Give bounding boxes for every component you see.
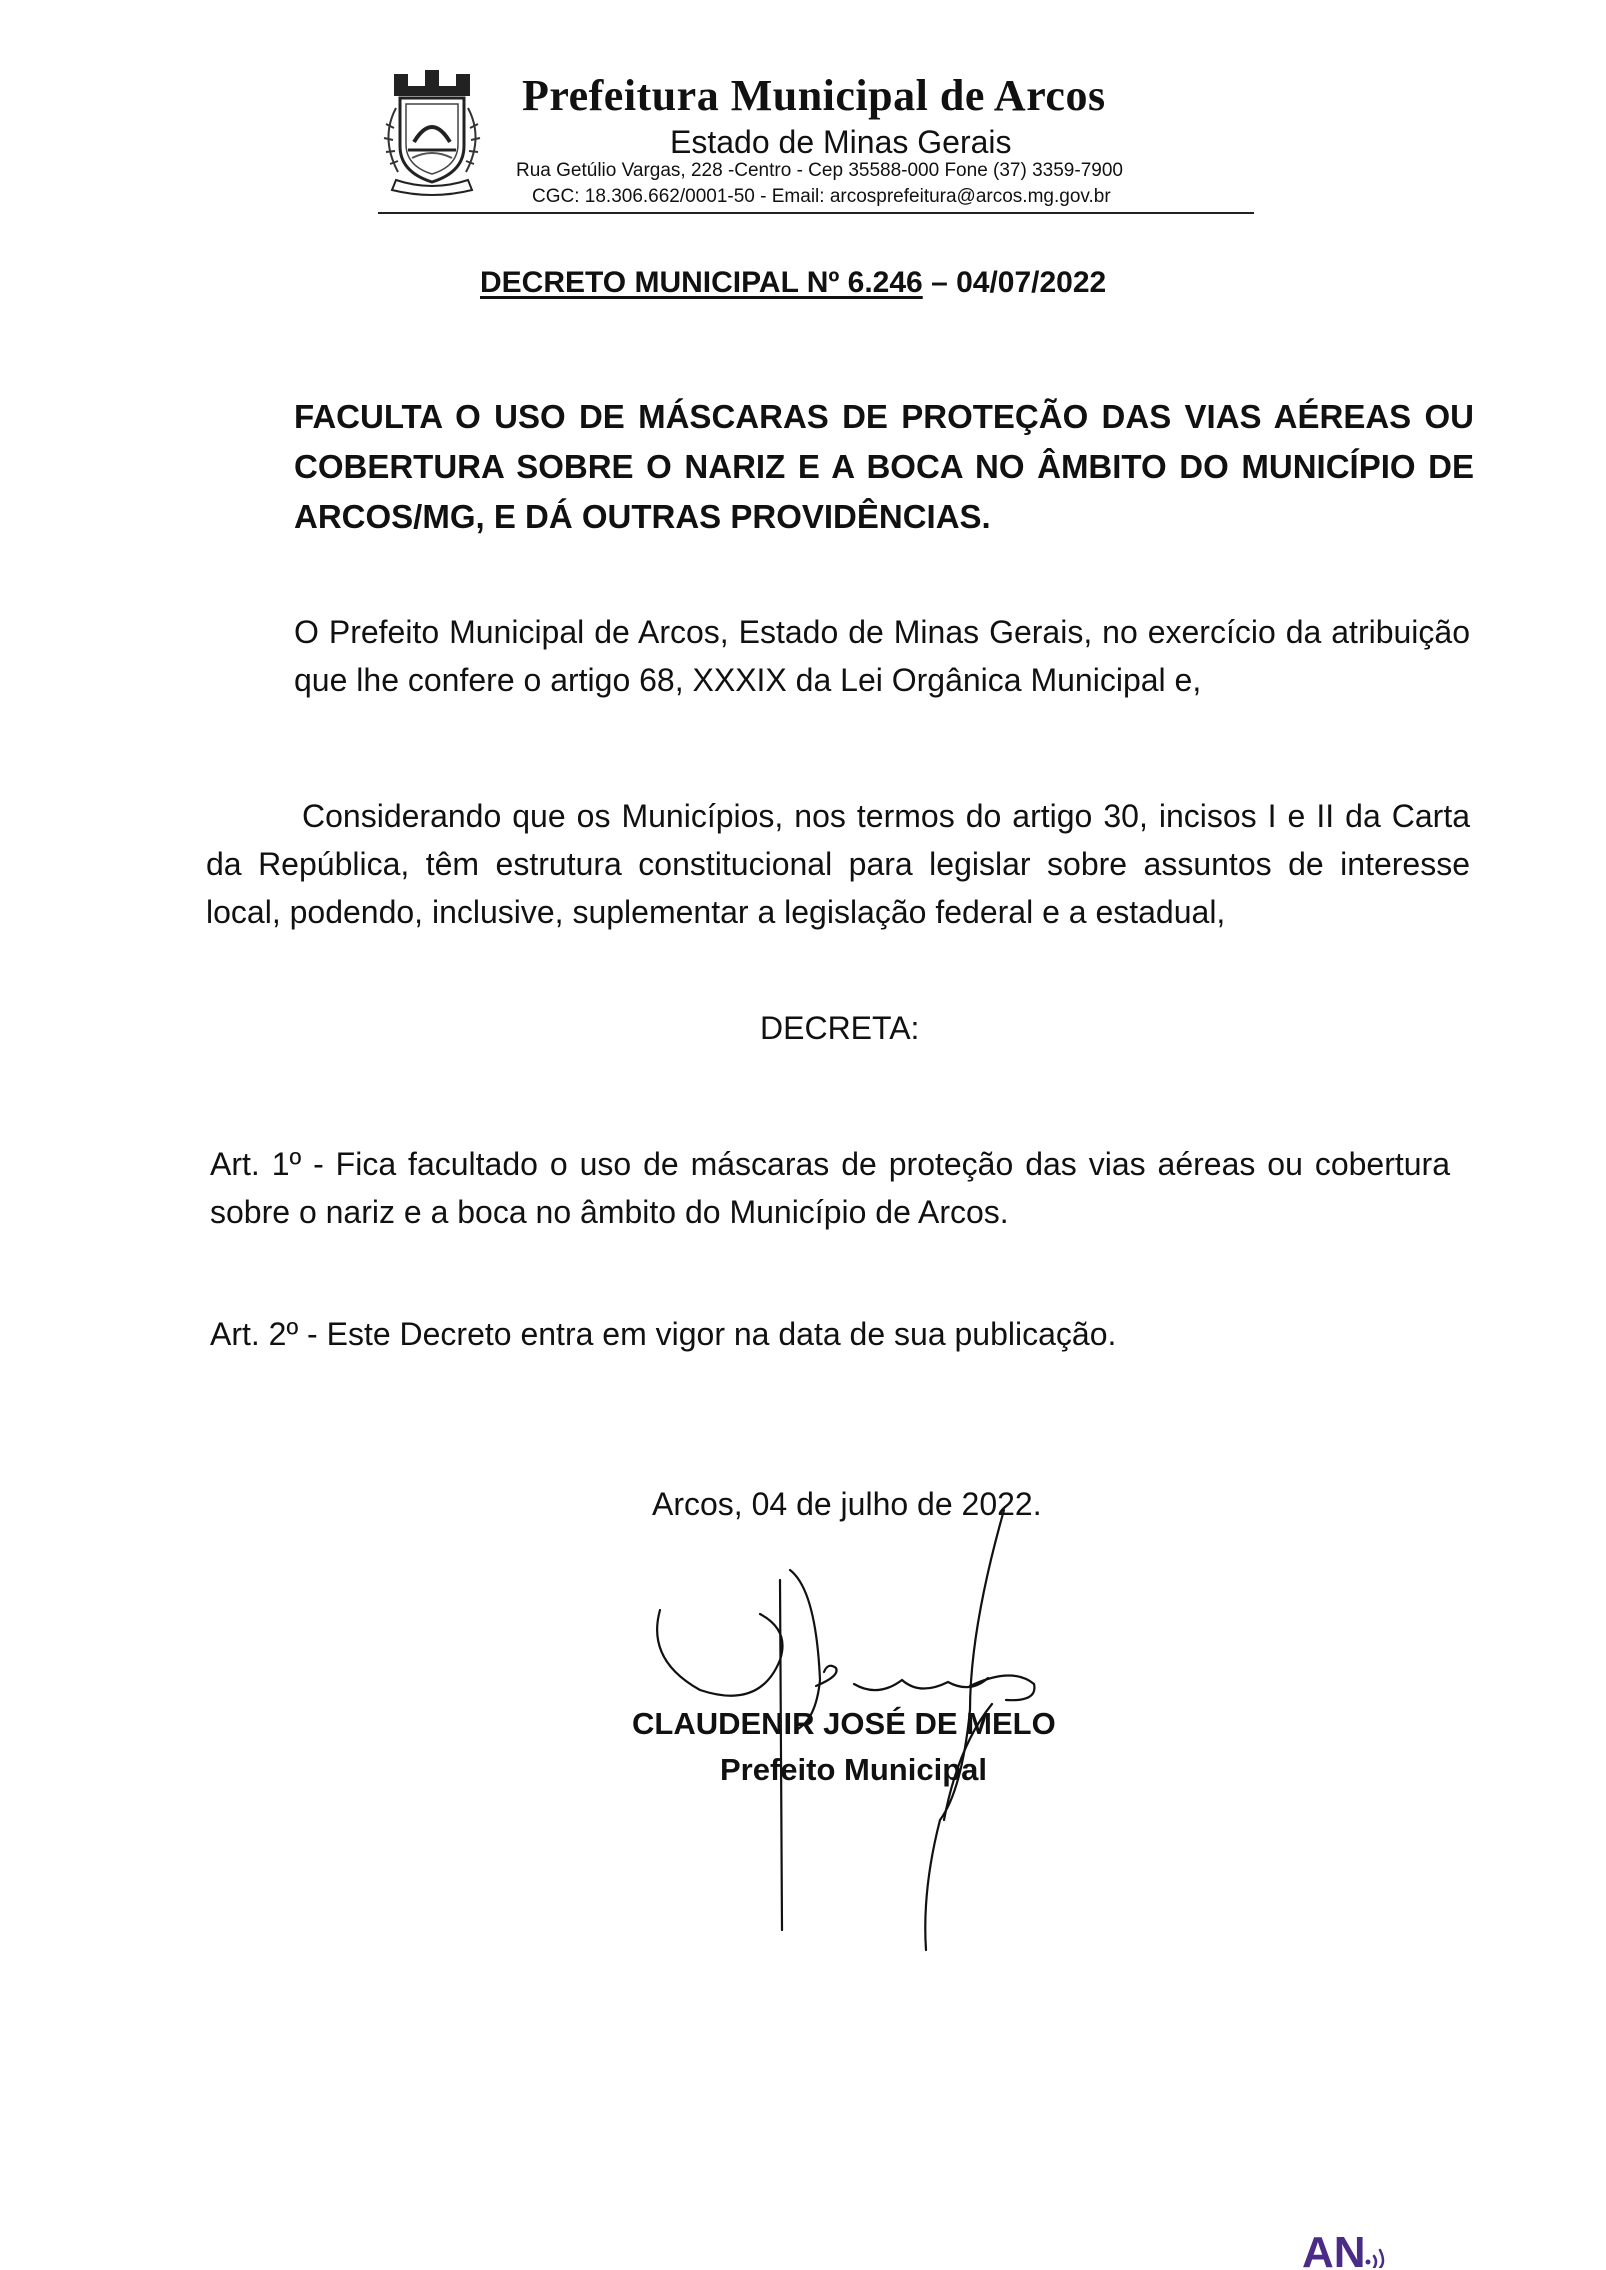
- article-1: Art. 1º - Fica facultado o uso de máscaras de proteção das vias aéreas ou cobertura sobre o nariz e a boca no âmbito do Município de Arcos.: [210, 1146, 1450, 1230]
- header-divider: [378, 212, 1254, 214]
- considerando-paragraph: Considerando que os Municípios, nos termos do artigo 30, incisos I e II da Carta da República, têm estrutura constitucional para legislar sobre assuntos de interesse local, podendo, inclusive, suplementar a legislação federal e a estadual,: [206, 798, 1470, 930]
- decree-title: [480, 266, 1106, 300]
- coat-of-arms-icon: [372, 68, 492, 198]
- signer-name: CLAUDENIR JOSÉ DE MELO: [632, 1706, 1056, 1741]
- municipality-title: Prefeitura Municipal de Arcos: [522, 71, 1106, 120]
- watermark-text: AN: [1302, 2234, 1366, 2268]
- broadcast-waves-icon: [1366, 2250, 1384, 2268]
- decree-number: DECRETO MUNICIPAL Nº 6.246: [480, 266, 923, 299]
- address-line: Rua Getúlio Vargas, 228 -Centro - Cep 35588-000 Fone (37) 3359-7900: [516, 160, 1123, 181]
- place-and-date: Arcos, 04 de julho de 2022.: [652, 1486, 1042, 1522]
- article-2: Art. 2º - Este Decreto entra em vigor na data de sua publicação.: [210, 1316, 1117, 1352]
- decree-summary: FACULTA O USO DE MÁSCARAS DE PROTEÇÃO DAS VIAS AÉREAS OU COBERTURA SOBRE O NARIZ E A BOCA NO ÂMBITO DO MUNICÍPIO DE ARCOS/MG, E DÁ OUTRAS PROVIDÊNCIAS.: [294, 398, 1474, 535]
- preamble-paragraph: O Prefeito Municipal de Arcos, Estado de Minas Gerais, no exercício da atribuição que lhe confere o artigo 68, XXXIX da Lei Orgânica Municipal e,: [294, 614, 1470, 698]
- decree-date: – 04/07/2022: [922, 266, 1107, 299]
- decreta-heading: DECRETA:: [760, 1010, 920, 1046]
- an-watermark-logo: [1302, 2234, 1392, 2268]
- state-name: Estado de Minas Gerais: [670, 124, 1012, 160]
- cgc-email-line: CGC: 18.306.662/0001-50 - Email: arcosprefeitura@arcos.mg.gov.br: [532, 186, 1111, 207]
- signer-role: Prefeito Municipal: [720, 1752, 987, 1787]
